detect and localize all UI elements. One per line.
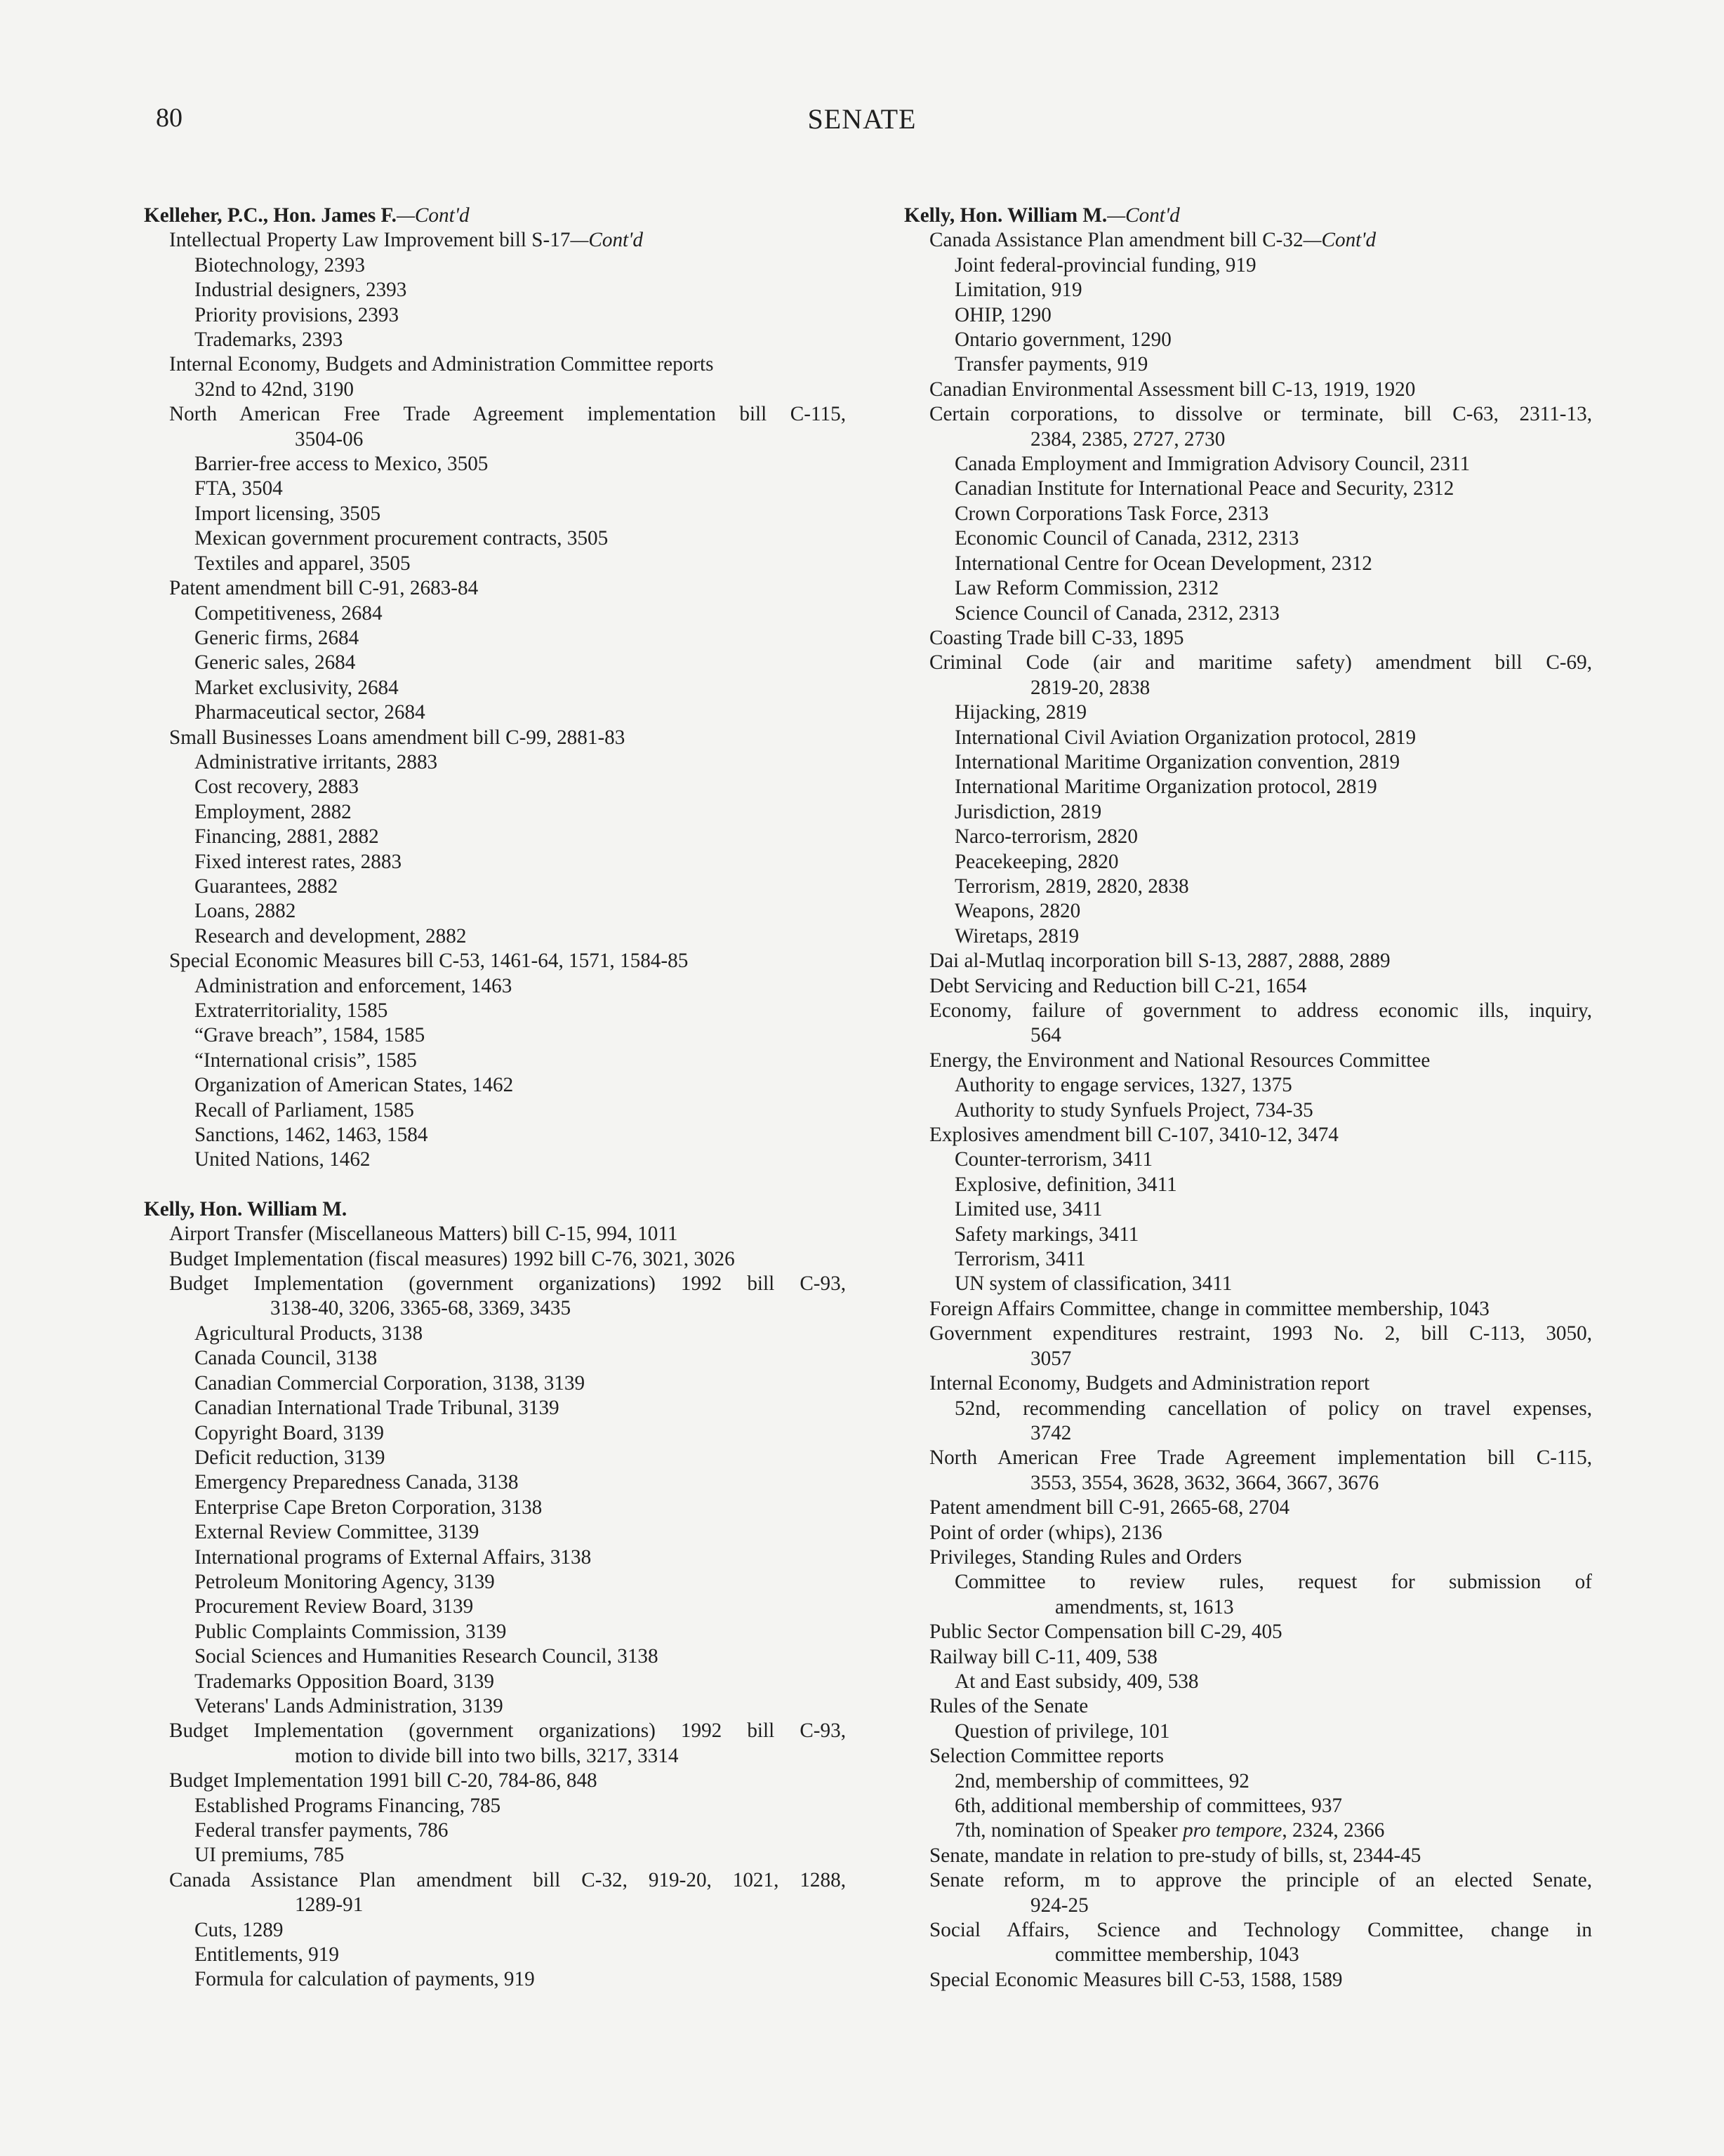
index-subentry (144, 750, 846, 775)
index-entry (144, 228, 846, 253)
index-subentry (144, 1595, 846, 1619)
index-subentry (144, 1620, 846, 1644)
entry-text: Priority provisions, 2393 (194, 303, 399, 326)
index-entry (144, 1272, 846, 1296)
index-subentry (144, 1918, 846, 1943)
index-continuation (144, 427, 846, 452)
index-continuation (904, 1471, 1592, 1496)
index-entry (904, 1123, 1592, 1147)
index-continuation (904, 1595, 1592, 1620)
index-entry (904, 1496, 1592, 1520)
index-subentry (144, 651, 846, 675)
index-entry (144, 949, 846, 973)
index-entry (144, 726, 846, 750)
entry-text: Biotechnology, 2393 (194, 253, 365, 277)
entry-text: Special Economic Measures bill C-53, 1461-64, 1571, 1584-85 (169, 950, 689, 973)
entry-text: Privileges, Standing Rules and Orders (929, 1545, 1242, 1569)
entry-text: Canada Employment and Immigration Advisory Council, 2311 (955, 453, 1471, 476)
entry-text: North American Free Trade Agreement implementation bill C-115, (929, 1446, 1592, 1470)
entry-text: Formula for calculation of payments, 919 (194, 1968, 535, 1991)
entry-text: External Review Committee, 3139 (194, 1521, 479, 1544)
index-entry (904, 402, 1592, 427)
entry-after: , 2324, 2366 (1282, 1819, 1385, 1842)
index-continuation (904, 1943, 1592, 1967)
index-subentry (144, 1520, 846, 1545)
index-heading (904, 204, 1592, 228)
entry-text: Administration and enforcement, 1463 (194, 974, 512, 997)
entry-text: Established Programs Financing, 785 (194, 1794, 501, 1817)
entry-text: Canada Assistance Plan amendment bill C-32, 919-20, 1021, 1288, (169, 1868, 846, 1891)
entry-text: Economy, failure of government to address economic ills, inquiry, (929, 999, 1592, 1022)
index-entry (904, 1297, 1592, 1322)
index-subentry (144, 1818, 846, 1843)
index-continuation (904, 1347, 1592, 1371)
entry-text: Administrative irritants, 2883 (194, 750, 438, 773)
index-subentry (904, 601, 1592, 626)
index-entry (144, 1769, 846, 1793)
entry-suffix: —Cont'd (1303, 229, 1377, 252)
index-entry (904, 1744, 1592, 1769)
entry-text: Cuts, 1289 (194, 1918, 284, 1941)
entry-text: Patent amendment bill C-91, 2683-84 (169, 577, 479, 600)
index-subentry (144, 1496, 846, 1520)
entry-text: Guarantees, 2882 (194, 874, 338, 898)
entry-text: Public Sector Compensation bill C-29, 405 (929, 1621, 1282, 1644)
index-entry (144, 402, 846, 427)
index-entry (904, 1620, 1592, 1644)
index-subentry (904, 1197, 1592, 1222)
entry-text: Intellectual Property Law Improvement bill S-17 (169, 229, 571, 252)
index-subentry (904, 924, 1592, 949)
index-subentry (904, 1570, 1592, 1595)
entry-text: Coasting Trade bill C-33, 1895 (929, 626, 1184, 649)
entry-text: Sanctions, 1462, 1463, 1584 (194, 1124, 428, 1147)
entry-text: 924-25 (1030, 1894, 1089, 1917)
index-subentry (904, 1670, 1592, 1694)
entry-text: Committee to review rules, request for submission of (955, 1571, 1592, 1594)
entry-text: Authority to engage services, 1327, 1375 (955, 1074, 1292, 1097)
index-heading (144, 1197, 846, 1222)
entry-text: Budget Implementation (government organizations) 1992 bill C-93, (169, 1272, 846, 1296)
entry-text: Public Complaints Commission, 3139 (194, 1620, 507, 1643)
entry-text: Employment, 2882 (194, 800, 352, 823)
entry-text: Fixed interest rates, 2883 (194, 850, 402, 873)
index-entry (904, 1446, 1592, 1470)
entry-text: Economic Council of Canada, 2312, 2313 (955, 527, 1299, 550)
index-subentry (904, 750, 1592, 775)
entry-text: 3742 (1030, 1421, 1072, 1444)
index-subentry (904, 526, 1592, 551)
index-subentry (144, 1470, 846, 1495)
entry-text: 2384, 2385, 2727, 2730 (1030, 427, 1226, 451)
index-entry (904, 626, 1592, 651)
index-entry (144, 1719, 846, 1743)
index-subentry (144, 477, 846, 501)
index-entry (144, 1868, 846, 1893)
index-subentry (144, 1098, 846, 1123)
index-entry (904, 1521, 1592, 1545)
entry-text: Barrier-free access to Mexico, 3505 (194, 453, 489, 476)
entry-text: Generic firms, 2684 (194, 626, 359, 649)
entry-text: UN system of classification, 3411 (955, 1272, 1233, 1296)
index-subentry (904, 328, 1592, 352)
entry-text: Weapons, 2820 (955, 900, 1081, 923)
entry-text: Jurisdiction, 2819 (955, 800, 1102, 823)
index-subentry (904, 477, 1592, 501)
entry-text: Agricultural Products, 3138 (194, 1322, 423, 1345)
index-subentry (904, 700, 1592, 725)
entry-text: Small Businesses Loans amendment bill C-99, 2881-83 (169, 726, 625, 749)
index-subentry (144, 378, 846, 402)
index-subentry (144, 676, 846, 700)
index-subentry (904, 800, 1592, 825)
index-entry (904, 949, 1592, 973)
entry-text: Kelly, Hon. William M. (144, 1197, 347, 1220)
index-entry (904, 1322, 1592, 1346)
entry-text: Budget Implementation (government organizations) 1992 bill C-93, (169, 1719, 846, 1743)
entry-text: Law Reform Commission, 2312 (955, 577, 1219, 600)
entry-text: Government expenditures restraint, 1993 No. 2, bill C-113, 3050, (929, 1322, 1592, 1345)
index-subentry (144, 526, 846, 551)
entry-text: Question of privilege, 101 (955, 1719, 1170, 1743)
index-subentry (904, 1147, 1592, 1172)
entry-text: Railway bill C-11, 409, 538 (929, 1645, 1158, 1668)
entry-text: “International crisis”, 1585 (194, 1049, 417, 1072)
entry-text: Terrorism, 2819, 2820, 2838 (955, 874, 1189, 898)
entry-text: Entitlements, 919 (194, 1943, 339, 1967)
index-continuation (904, 427, 1592, 452)
entry-text: At and East subsidy, 409, 538 (955, 1670, 1199, 1693)
index-entry (904, 378, 1592, 402)
entry-text: Generic sales, 2684 (194, 651, 356, 674)
entry-text: 3057 (1030, 1347, 1072, 1370)
entry-suffix: pro tempore (1183, 1819, 1282, 1842)
index-subentry (904, 874, 1592, 899)
entry-text: Senate reform, m to approve the principle of an elected Senate, (929, 1869, 1592, 1892)
entry-text: Mexican government procurement contracts, 3505 (194, 527, 609, 550)
index-entry (904, 999, 1592, 1023)
entry-text: International Maritime Organization convention, 2819 (955, 750, 1400, 773)
index-subentry (144, 1421, 846, 1446)
entry-text: Industrial designers, 2393 (194, 279, 407, 302)
index-subentry (904, 352, 1592, 377)
entry-text: Senate, mandate in relation to pre-study of bills, st, 2344-45 (929, 1844, 1421, 1867)
index-continuation (904, 676, 1592, 700)
entry-text: Internal Economy, Budgets and Administration report (929, 1372, 1370, 1395)
index-subentry (144, 1644, 846, 1669)
entry-text: North American Free Trade Agreement implementation bill C-115, (169, 403, 846, 426)
index-subentry (904, 253, 1592, 278)
entry-text: Canada Assistance Plan amendment bill C-32 (929, 229, 1304, 252)
entry-text: Terrorism, 3411 (955, 1248, 1086, 1271)
entry-text: Counter-terrorism, 3411 (955, 1148, 1153, 1171)
index-subentry (904, 1173, 1592, 1197)
entry-text: Wiretaps, 2819 (955, 924, 1080, 947)
index-subentry (144, 999, 846, 1023)
spacer (144, 1173, 846, 1197)
index-subentry (904, 1719, 1592, 1744)
index-subentry (144, 601, 846, 626)
entry-text: Ontario government, 1290 (955, 328, 1172, 352)
entry-text: Transfer payments, 919 (955, 353, 1148, 376)
index-subentry (144, 452, 846, 477)
index-subentry (904, 1073, 1592, 1098)
index-subentry (904, 1272, 1592, 1296)
index-subentry (904, 278, 1592, 302)
index-subentry (144, 974, 846, 999)
entry-text: Criminal Code (air and maritime safety) amendment bill C-69, (929, 651, 1592, 674)
index-entry (904, 651, 1592, 675)
index-subentry (904, 850, 1592, 874)
index-entry (904, 1844, 1592, 1868)
entry-text: Science Council of Canada, 2312, 2313 (955, 601, 1280, 625)
index-subentry (144, 552, 846, 576)
entry-text: Peacekeeping, 2820 (955, 850, 1119, 873)
index-entry (144, 352, 846, 377)
index-continuation (144, 1744, 846, 1769)
entry-text: Limited use, 3411 (955, 1198, 1103, 1221)
entry-text: Textiles and apparel, 3505 (194, 552, 411, 575)
index-entry (144, 1222, 846, 1246)
index-subentry (144, 850, 846, 874)
index-heading (144, 204, 846, 228)
index-column-left (144, 204, 846, 1992)
index-subentry (144, 626, 846, 651)
index-subentry (144, 1396, 846, 1420)
entry-text: Patent amendment bill C-91, 2665-68, 2704 (929, 1496, 1290, 1519)
entry-text: Copyright Board, 3139 (194, 1421, 384, 1444)
entry-text: Kelly, Hon. William M. (904, 204, 1108, 227)
entry-text: Debt Servicing and Reduction bill C-21, 1654 (929, 974, 1307, 997)
entry-text: Emergency Preparedness Canada, 3138 (194, 1471, 519, 1494)
entry-text: Explosives amendment bill C-107, 3410-12, 3474 (929, 1124, 1339, 1147)
entry-text: Limitation, 919 (955, 279, 1082, 302)
index-continuation (904, 1023, 1592, 1048)
index-entry (144, 576, 846, 601)
index-subentry (904, 1098, 1592, 1123)
index-subentry (904, 825, 1592, 849)
index-entry (904, 1868, 1592, 1893)
entry-text: Organization of American States, 1462 (194, 1074, 514, 1097)
index-subentry (144, 899, 846, 924)
entry-text: Foreign Affairs Committee, change in committee membership, 1043 (929, 1297, 1490, 1320)
entry-text: Budget Implementation (fiscal measures) 1992 bill C-76, 3021, 3026 (169, 1247, 735, 1270)
index-subentry (144, 1147, 846, 1172)
index-entry (144, 1247, 846, 1272)
index-subentry (144, 303, 846, 328)
index-continuation (144, 1296, 846, 1321)
index-subentry (904, 1818, 1592, 1843)
index-subentry (144, 328, 846, 352)
entry-text: Kelleher, P.C., Hon. James F. (144, 204, 397, 227)
entry-text: Competitiveness, 2684 (194, 601, 383, 625)
index-entry (904, 1645, 1592, 1670)
entry-text: Budget Implementation 1991 bill C-20, 784-86, 848 (169, 1769, 597, 1792)
entry-text: Cost recovery, 2883 (194, 776, 359, 799)
entry-text: Deficit reduction, 3139 (194, 1446, 385, 1469)
entry-text: OHIP, 1290 (955, 303, 1052, 326)
entry-text: Research and development, 2882 (194, 924, 467, 947)
entry-text: 2819-20, 2838 (1030, 676, 1151, 699)
index-subentry (144, 775, 846, 799)
page-number: 80 (156, 103, 183, 133)
index-subentry (144, 1843, 846, 1868)
entry-text: Authority to study Synfuels Project, 734-35 (955, 1098, 1313, 1122)
index-subentry (144, 1123, 846, 1147)
entry-text: 3553, 3554, 3628, 3632, 3664, 3667, 3676 (1030, 1471, 1379, 1494)
entry-text: Hijacking, 2819 (955, 701, 1087, 724)
index-subentry (144, 1670, 846, 1694)
entry-text: 52nd, recommending cancellation of policy on travel expenses, (955, 1397, 1592, 1420)
index-subentry (904, 726, 1592, 750)
index-subentry (144, 253, 846, 278)
entry-text: 3138-40, 3206, 3365-68, 3369, 3435 (270, 1297, 571, 1320)
entry-text: Special Economic Measures bill C-53, 1588, 1589 (929, 1968, 1343, 1991)
entry-suffix: —Cont'd (1107, 204, 1180, 227)
index-entry (904, 1918, 1592, 1943)
index-subentry (144, 874, 846, 899)
index-entry (904, 974, 1592, 999)
index-subentry (144, 800, 846, 825)
entry-text: Extraterritoriality, 1585 (194, 999, 388, 1022)
entry-text: International Maritime Organization protocol, 2819 (955, 776, 1377, 799)
index-entry (904, 1371, 1592, 1396)
entry-text: Safety markings, 3411 (955, 1223, 1139, 1246)
entry-text: International Civil Aviation Organization protocol, 2819 (955, 726, 1417, 749)
entry-text: Internal Economy, Budgets and Administration Committee reports (169, 353, 714, 376)
entry-text: Market exclusivity, 2684 (194, 676, 399, 699)
entry-text: amendments, st, 1613 (1055, 1595, 1234, 1618)
index-subentry (144, 1023, 846, 1048)
index-subentry (144, 1694, 846, 1719)
index-subentry (144, 1943, 846, 1967)
index-entry (904, 1968, 1592, 1992)
index-subentry (144, 1073, 846, 1098)
entry-text: 7th, nomination of Speaker (955, 1819, 1183, 1842)
running-title: SENATE (807, 103, 917, 135)
index-subentry (904, 899, 1592, 924)
entry-suffix: —Cont'd (570, 229, 643, 252)
entry-text: Loans, 2882 (194, 900, 296, 923)
entry-text: Social Sciences and Humanities Research Council, 3138 (194, 1645, 658, 1668)
index-subentry (144, 1346, 846, 1371)
entry-text: Recall of Parliament, 1585 (194, 1098, 414, 1122)
index-entry (904, 1545, 1592, 1570)
entry-text: Canadian Environmental Assessment bill C-13, 1919, 1920 (929, 378, 1416, 401)
entry-text: Trademarks Opposition Board, 3139 (194, 1670, 494, 1693)
entry-text: “Grave breach”, 1584, 1585 (194, 1024, 425, 1047)
entry-text: Petroleum Monitoring Agency, 3139 (194, 1570, 495, 1593)
entry-text: Financing, 2881, 2882 (194, 825, 379, 849)
entry-text: Certain corporations, to dissolve or terminate, bill C-63, 2311-13, (929, 403, 1592, 426)
entry-text: 1289-91 (295, 1894, 364, 1917)
entry-text: committee membership, 1043 (1055, 1943, 1299, 1967)
index-subentry (144, 1967, 846, 1992)
index-subentry (144, 278, 846, 302)
entry-text: Federal transfer payments, 786 (194, 1819, 449, 1842)
entry-text: FTA, 3504 (194, 477, 283, 500)
index-subentry (144, 1570, 846, 1595)
entry-text: Enterprise Cape Breton Corporation, 3138 (194, 1496, 543, 1519)
entry-text: 3504-06 (295, 427, 364, 451)
index-subentry (904, 1794, 1592, 1818)
index-subentry (904, 303, 1592, 328)
entry-text: Procurement Review Board, 3139 (194, 1595, 474, 1618)
entry-text: 2nd, membership of committees, 92 (955, 1769, 1249, 1792)
entry-text: UI premiums, 785 (194, 1844, 345, 1867)
entry-text: Selection Committee reports (929, 1745, 1164, 1768)
index-subentry (144, 1446, 846, 1470)
entry-text: International Centre for Ocean Development, 2312 (955, 552, 1372, 575)
entry-text: Point of order (whips), 2136 (929, 1521, 1162, 1544)
index-subentry (904, 1769, 1592, 1794)
index-subentry (904, 576, 1592, 601)
entry-text: Explosive, definition, 3411 (955, 1173, 1177, 1196)
index-subentry (144, 1371, 846, 1396)
index-subentry (904, 452, 1592, 477)
entry-text: Social Affairs, Science and Technology Committee, change in (929, 1919, 1592, 1942)
index-subentry (904, 1397, 1592, 1421)
entry-text: United Nations, 1462 (194, 1148, 371, 1171)
entry-text: Canadian Commercial Corporation, 3138, 3139 (194, 1371, 585, 1395)
index-subentry (144, 1049, 846, 1073)
entry-text: Veterans' Lands Administration, 3139 (194, 1694, 503, 1717)
index-continuation (144, 1893, 846, 1917)
index-subentry (144, 502, 846, 526)
index-subentry (144, 700, 846, 725)
entry-text: International programs of External Affairs, 3138 (194, 1545, 592, 1569)
index-column-right (904, 204, 1592, 1992)
entry-suffix: —Cont'd (396, 204, 470, 227)
entry-text: Trademarks, 2393 (194, 328, 343, 352)
entry-text: 564 (1030, 1024, 1061, 1047)
index-entry (904, 1694, 1592, 1719)
index-continuation (904, 1421, 1592, 1446)
index-continuation (904, 1894, 1592, 1918)
page-header (0, 102, 1724, 145)
entry-text: Rules of the Senate (929, 1695, 1089, 1718)
index-subentry (904, 502, 1592, 526)
index-subentry (144, 924, 846, 949)
index-subentry (144, 1322, 846, 1346)
entry-text: 32nd to 42nd, 3190 (194, 378, 354, 401)
index-entry (904, 1049, 1592, 1073)
entry-text: Canadian Institute for International Peace and Security, 2312 (955, 477, 1454, 500)
entry-text: motion to divide bill into two bills, 3217, 3314 (295, 1744, 679, 1767)
index-subentry (904, 1223, 1592, 1247)
index-subentry (904, 552, 1592, 576)
entry-text: 6th, additional membership of committees, 937 (955, 1795, 1343, 1817)
entry-text: Energy, the Environment and National Resources Committee (929, 1049, 1431, 1072)
entry-text: Crown Corporations Task Force, 2313 (955, 502, 1269, 525)
entry-text: Import licensing, 3505 (194, 502, 381, 525)
index-subentry (144, 1794, 846, 1818)
entry-text: Joint federal-provincial funding, 919 (955, 253, 1256, 277)
entry-text: Canadian International Trade Tribunal, 3139 (194, 1397, 559, 1420)
index-entry (904, 228, 1592, 253)
index-subentry (904, 1247, 1592, 1272)
entry-text: Dai al-Mutlaq incorporation bill S-13, 2887, 2888, 2889 (929, 950, 1391, 973)
index-subentry (904, 775, 1592, 799)
entry-text: Pharmaceutical sector, 2684 (194, 701, 425, 724)
index-subentry (144, 1545, 846, 1570)
entry-text: Narco-terrorism, 2820 (955, 825, 1138, 849)
entry-text: Airport Transfer (Miscellaneous Matters) bill C-15, 994, 1011 (169, 1223, 678, 1246)
entry-text: Canada Council, 3138 (194, 1347, 378, 1370)
index-subentry (144, 825, 846, 849)
